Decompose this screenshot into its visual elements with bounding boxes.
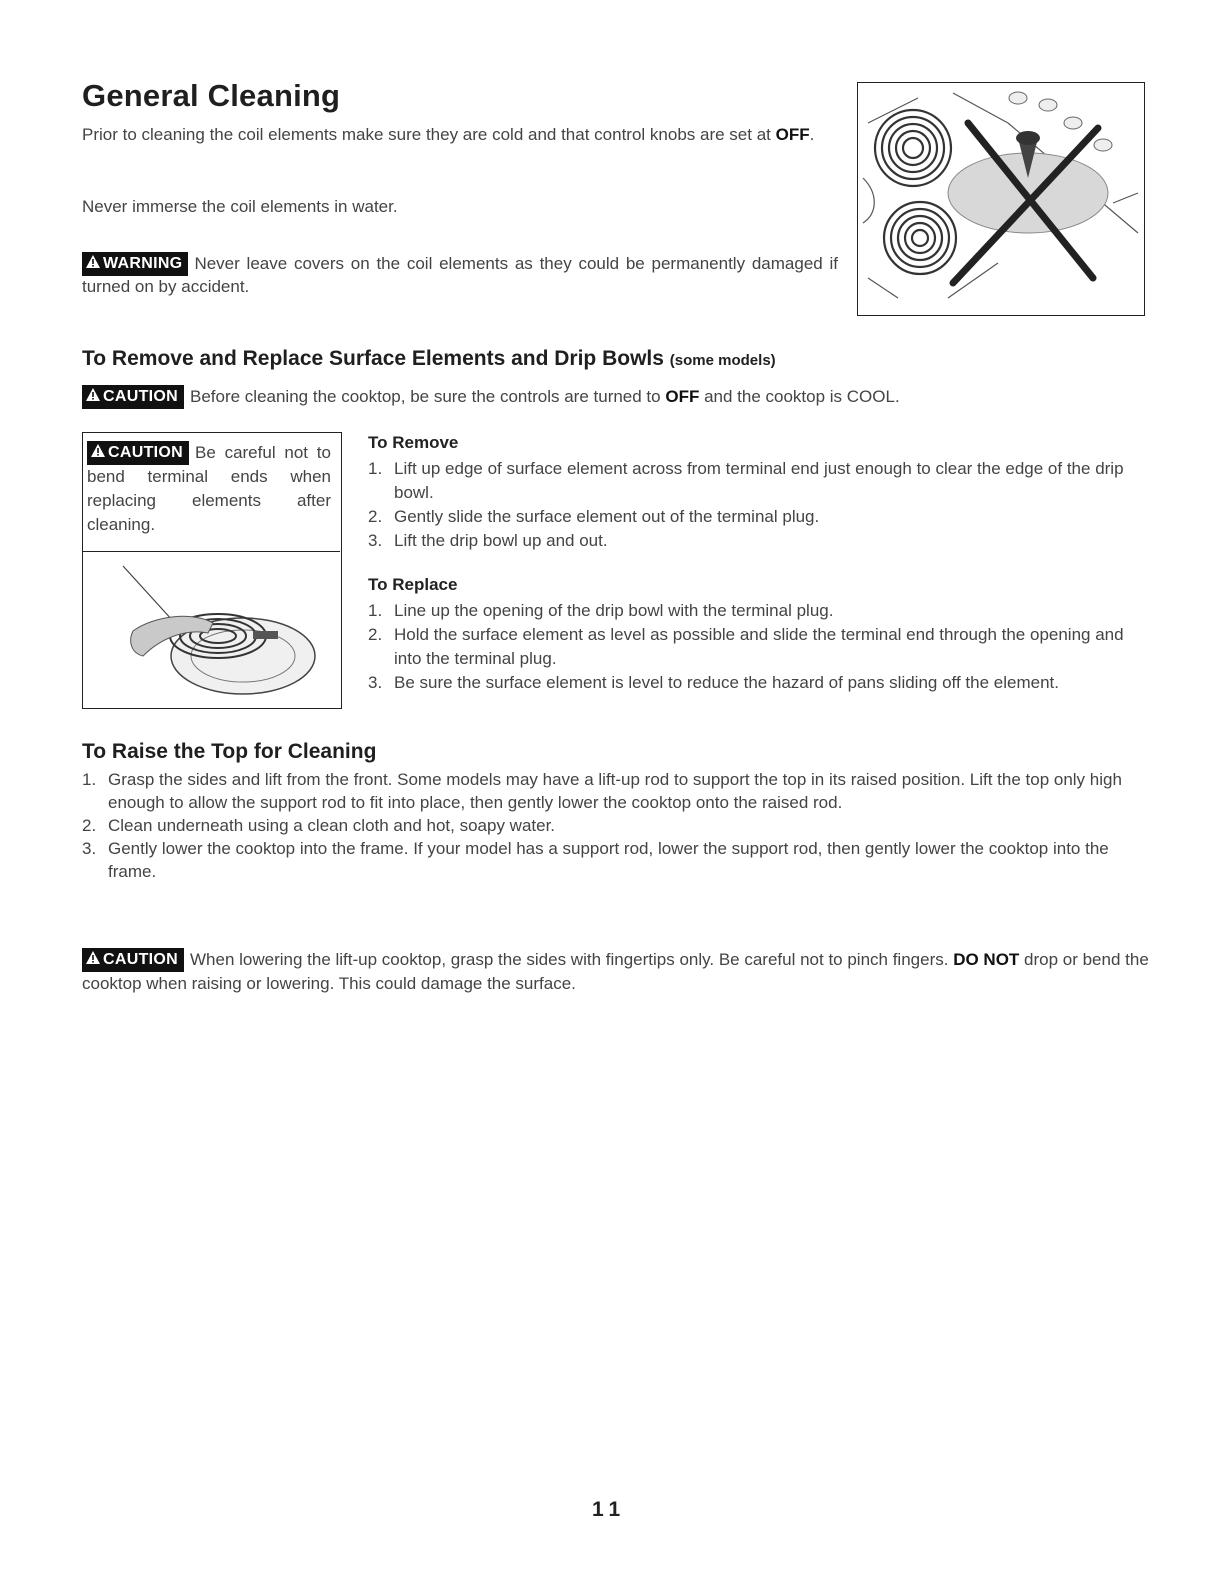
step-number: 2. [368,507,383,526]
step-text: Grasp the sides and lift from the front. Some models may have a lift-up rod to support the top in its raised position. Lift the top only high enough to allow the support rod to fit into place, then gently lower the cooktop onto the raised rod. [108,770,1122,812]
raise-caution-do-not: DO NOT [953,950,1020,969]
caution-off: OFF [665,387,700,406]
list-item [368,529,1148,553]
section-title-suffix: (some models) [669,352,776,369]
coil-element-top [875,110,951,186]
caution-text-a: Before cleaning the cooktop, be sure the controls are turned to [189,387,666,406]
to-replace-list [368,599,1148,695]
warning-badge-label: WARNING [103,255,183,272]
general-p1-end: . [809,125,815,144]
caution-badge [82,385,184,409]
step-text: Lift the drip bowl up and out. [394,531,608,550]
step-number: 1. [82,770,97,789]
general-p1-text: Prior to cleaning the coil elements make sure they are cold and that control knobs are set at [82,125,776,144]
general-paragraph-1 [82,124,842,146]
warning-text: Never leave covers on the coil elements as they could be permanently damaged if turned on by accident. [82,254,838,296]
step-text: Gently lower the cooktop into the frame. If your model has a support rod, lower the support rod, then gently lower the cooktop into the frame. [108,839,1109,881]
box-caution-badge-label: CAUTION [108,444,183,461]
caution-text-c: and the cooktop is COOL. [699,387,900,406]
coil-element-bottom [884,202,956,274]
to-remove-title: To Remove [368,433,459,452]
box-divider [83,551,340,552]
box-caution-text: Be careful not to bend terminal ends when replacing elements after cleaning. [87,443,331,534]
step-text: Be sure the surface element is level to reduce the hazard of pans sliding off the element. [394,673,1059,692]
caution-box [82,432,342,709]
step-text: Line up the opening of the drip bowl with the terminal plug. [394,601,834,620]
caution-badge-label: CAUTION [103,388,178,405]
list-item [368,505,1148,529]
page-number: 11 [592,1498,627,1521]
list-item [368,671,1148,695]
step-text: Clean underneath using a clean cloth and hot, soapy water. [108,816,556,835]
step-number: 2. [368,625,383,644]
list-item [82,768,1150,814]
step-number: 1. [368,601,383,620]
general-p1-off: OFF [775,125,810,144]
general-warning [82,252,838,298]
list-item [82,814,1150,837]
cooktop-drawing [858,83,1143,314]
list-item [368,623,1148,671]
section-title-remove-replace [82,347,776,371]
warning-triangle-icon [91,444,105,457]
list-item [368,457,1148,505]
box-caution-badge [87,441,189,465]
step-number: 1. [368,459,383,478]
warning-triangle-icon [86,951,100,964]
raise-top-list [82,768,1150,883]
box-caution [87,441,331,537]
to-remove-list [368,457,1148,553]
warning-triangle-icon [86,388,100,401]
page-title: General Cleaning [82,78,341,113]
raise-top-caution [82,948,1152,995]
general-paragraph-2: Never immerse the coil elements in water. [82,197,398,216]
step-number: 3. [82,839,97,858]
step-number: 2. [82,816,97,835]
section-caution [82,385,1152,409]
section-title-text: To Remove and Replace Surface Elements and Drip Bowls [82,347,664,370]
list-item [368,599,1148,623]
raise-caution-badge-label: CAUTION [103,951,178,968]
cooktop-illustration [857,82,1145,316]
warning-triangle-icon [86,255,100,268]
to-replace-title: To Replace [368,575,458,594]
step-text: Gently slide the surface element out of the terminal plug. [394,507,820,526]
step-text: Hold the surface element as level as possible and slide the terminal end through the opening and into the terminal plug. [394,625,1124,668]
step-text: Lift up edge of surface element across from terminal end just enough to clear the edge of the drip bowl. [394,459,1124,502]
step-number: 3. [368,531,383,550]
section-title-raise-top: To Raise the Top for Cleaning [82,740,377,763]
list-item [82,837,1150,883]
raise-caution-badge [82,948,184,972]
step-number: 3. [368,673,383,692]
raise-caution-text-a: When lowering the lift-up cooktop, grasp the sides with fingertips only. Be careful not to pinch fingers. [189,950,954,969]
warning-badge [82,252,188,276]
raise-caution-text-c: drop or bend the cooktop when raising or lowering. This could damage the surface. [82,950,1149,993]
drip-bowl-illustration [103,561,323,701]
